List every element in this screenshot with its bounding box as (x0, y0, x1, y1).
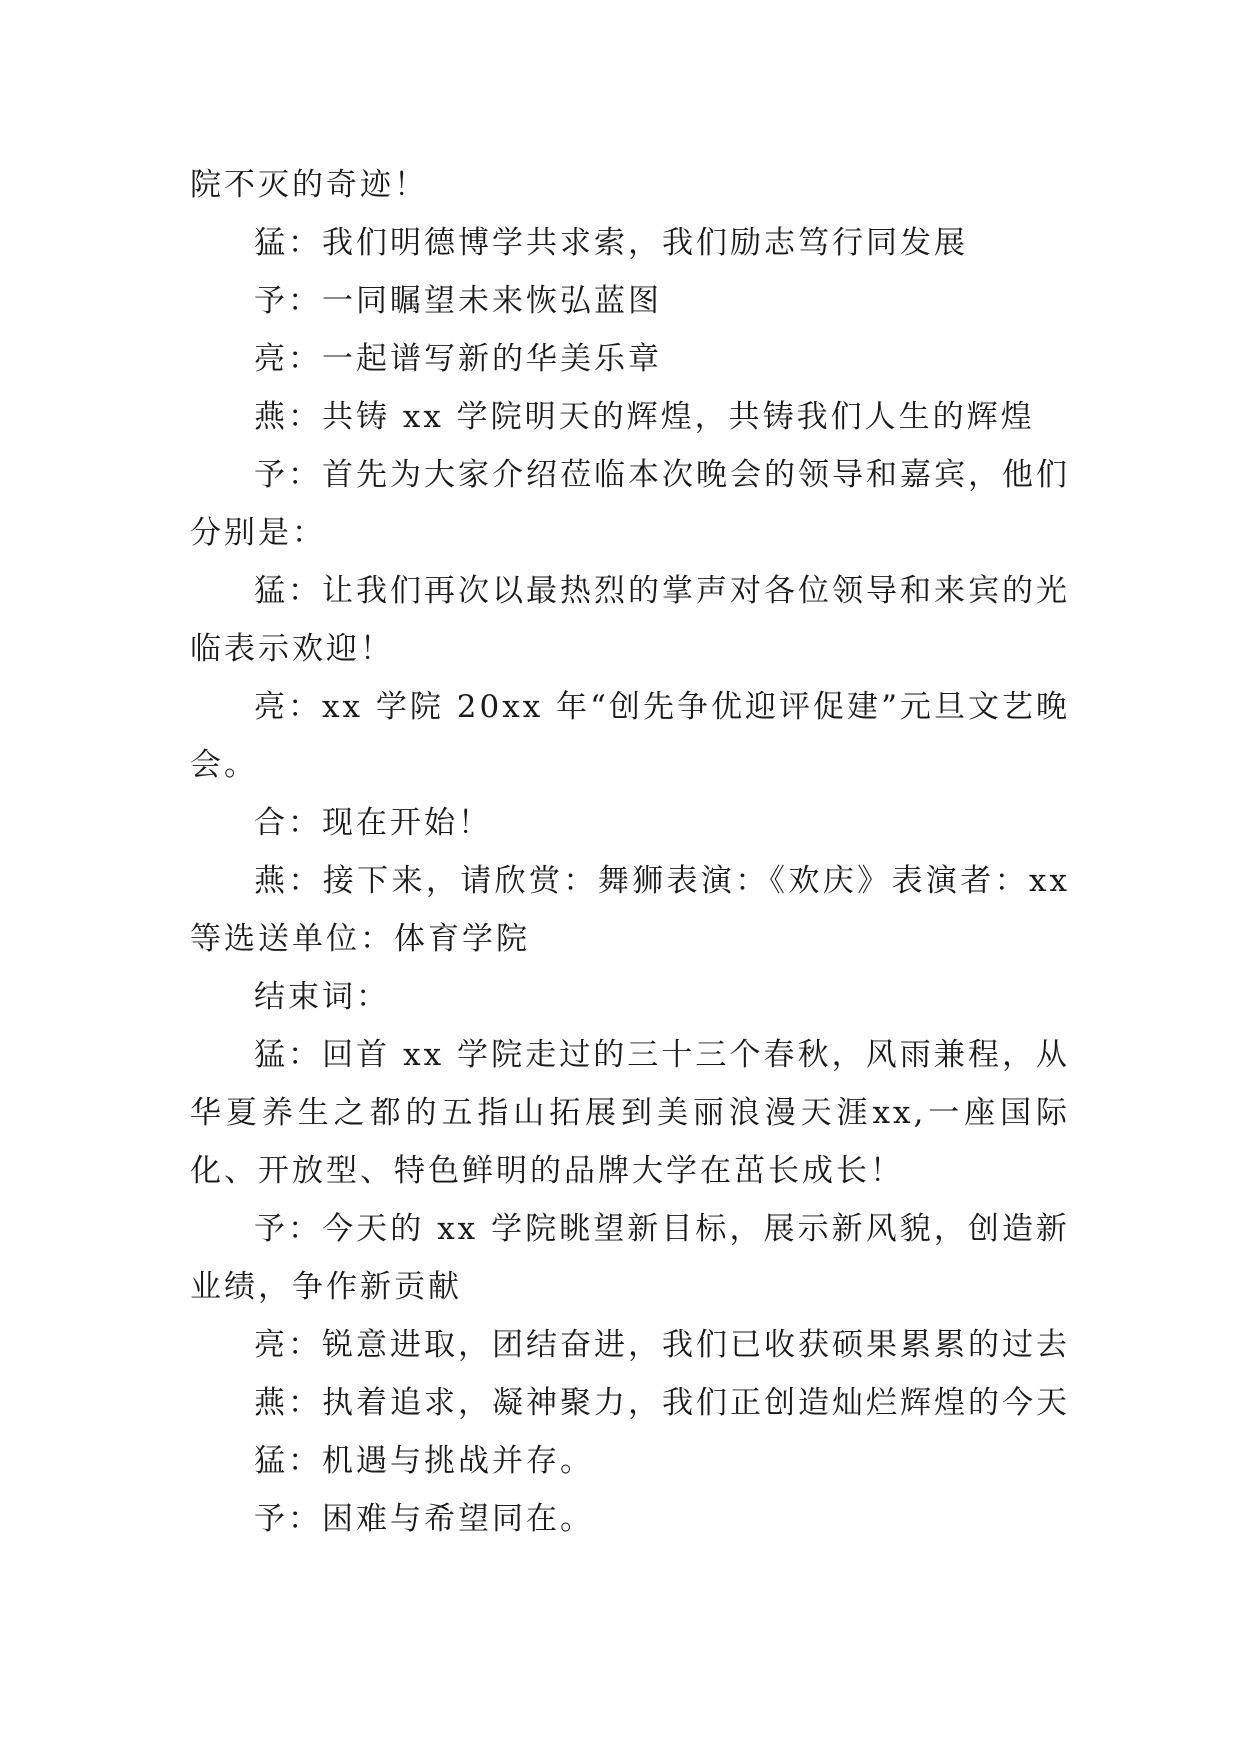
paragraph: 亮：xx 学院 20xx 年“创先争优迎评促建”元旦文艺晚会。 (190, 689, 1070, 783)
paragraph: 合：现在开始！ (254, 805, 492, 841)
paragraph: 予：困难与希望同在。 (254, 1501, 594, 1537)
paragraph: 猛：回首 xx 学院走过的三十三个春秋，风雨兼程，从华夏养生之都的五指山拓展到美丽浪漫天涯xx,一座国际化、开放型、特色鲜明的品牌大学在茁长成长！ (190, 1037, 1070, 1189)
paragraph: 猛：机遇与挑战并存。 (254, 1443, 594, 1479)
paragraph: 结束词： (254, 979, 390, 1015)
paragraph: 院不灭的奇迹！ (190, 167, 428, 203)
paragraph: 予：今天的 xx 学院眺望新目标，展示新风貌，创造新业绩，争作新贡献 (190, 1211, 1070, 1305)
paragraph: 猛：我们明德博学共求索，我们励志笃行同发展 (254, 225, 968, 261)
paragraph: 予：首先为大家介绍莅临本次晚会的领导和嘉宾，他们分别是： (190, 457, 1070, 551)
paragraph: 亮：一起谱写新的华美乐章 (254, 341, 662, 377)
paragraph: 亮：锐意进取，团结奋进，我们已收获硕果累累的过去 (254, 1327, 1070, 1363)
document-body (190, 156, 1070, 1548)
paragraph: 燕：接下来，请欣赏：舞狮表演：《欢庆》表演者：xx 等选送单位：体育学院 (190, 863, 1070, 957)
paragraph: 燕：执着追求，凝神聚力，我们正创造灿烂辉煌的今天 (254, 1385, 1070, 1421)
paragraph: 燕：共铸 xx 学院明天的辉煌，共铸我们人生的辉煌 (254, 399, 1035, 435)
paragraph: 猛：让我们再次以最热烈的掌声对各位领导和来宾的光临表示欢迎！ (190, 573, 1070, 667)
paragraph: 予：一同瞩望未来恢弘蓝图 (254, 283, 662, 319)
